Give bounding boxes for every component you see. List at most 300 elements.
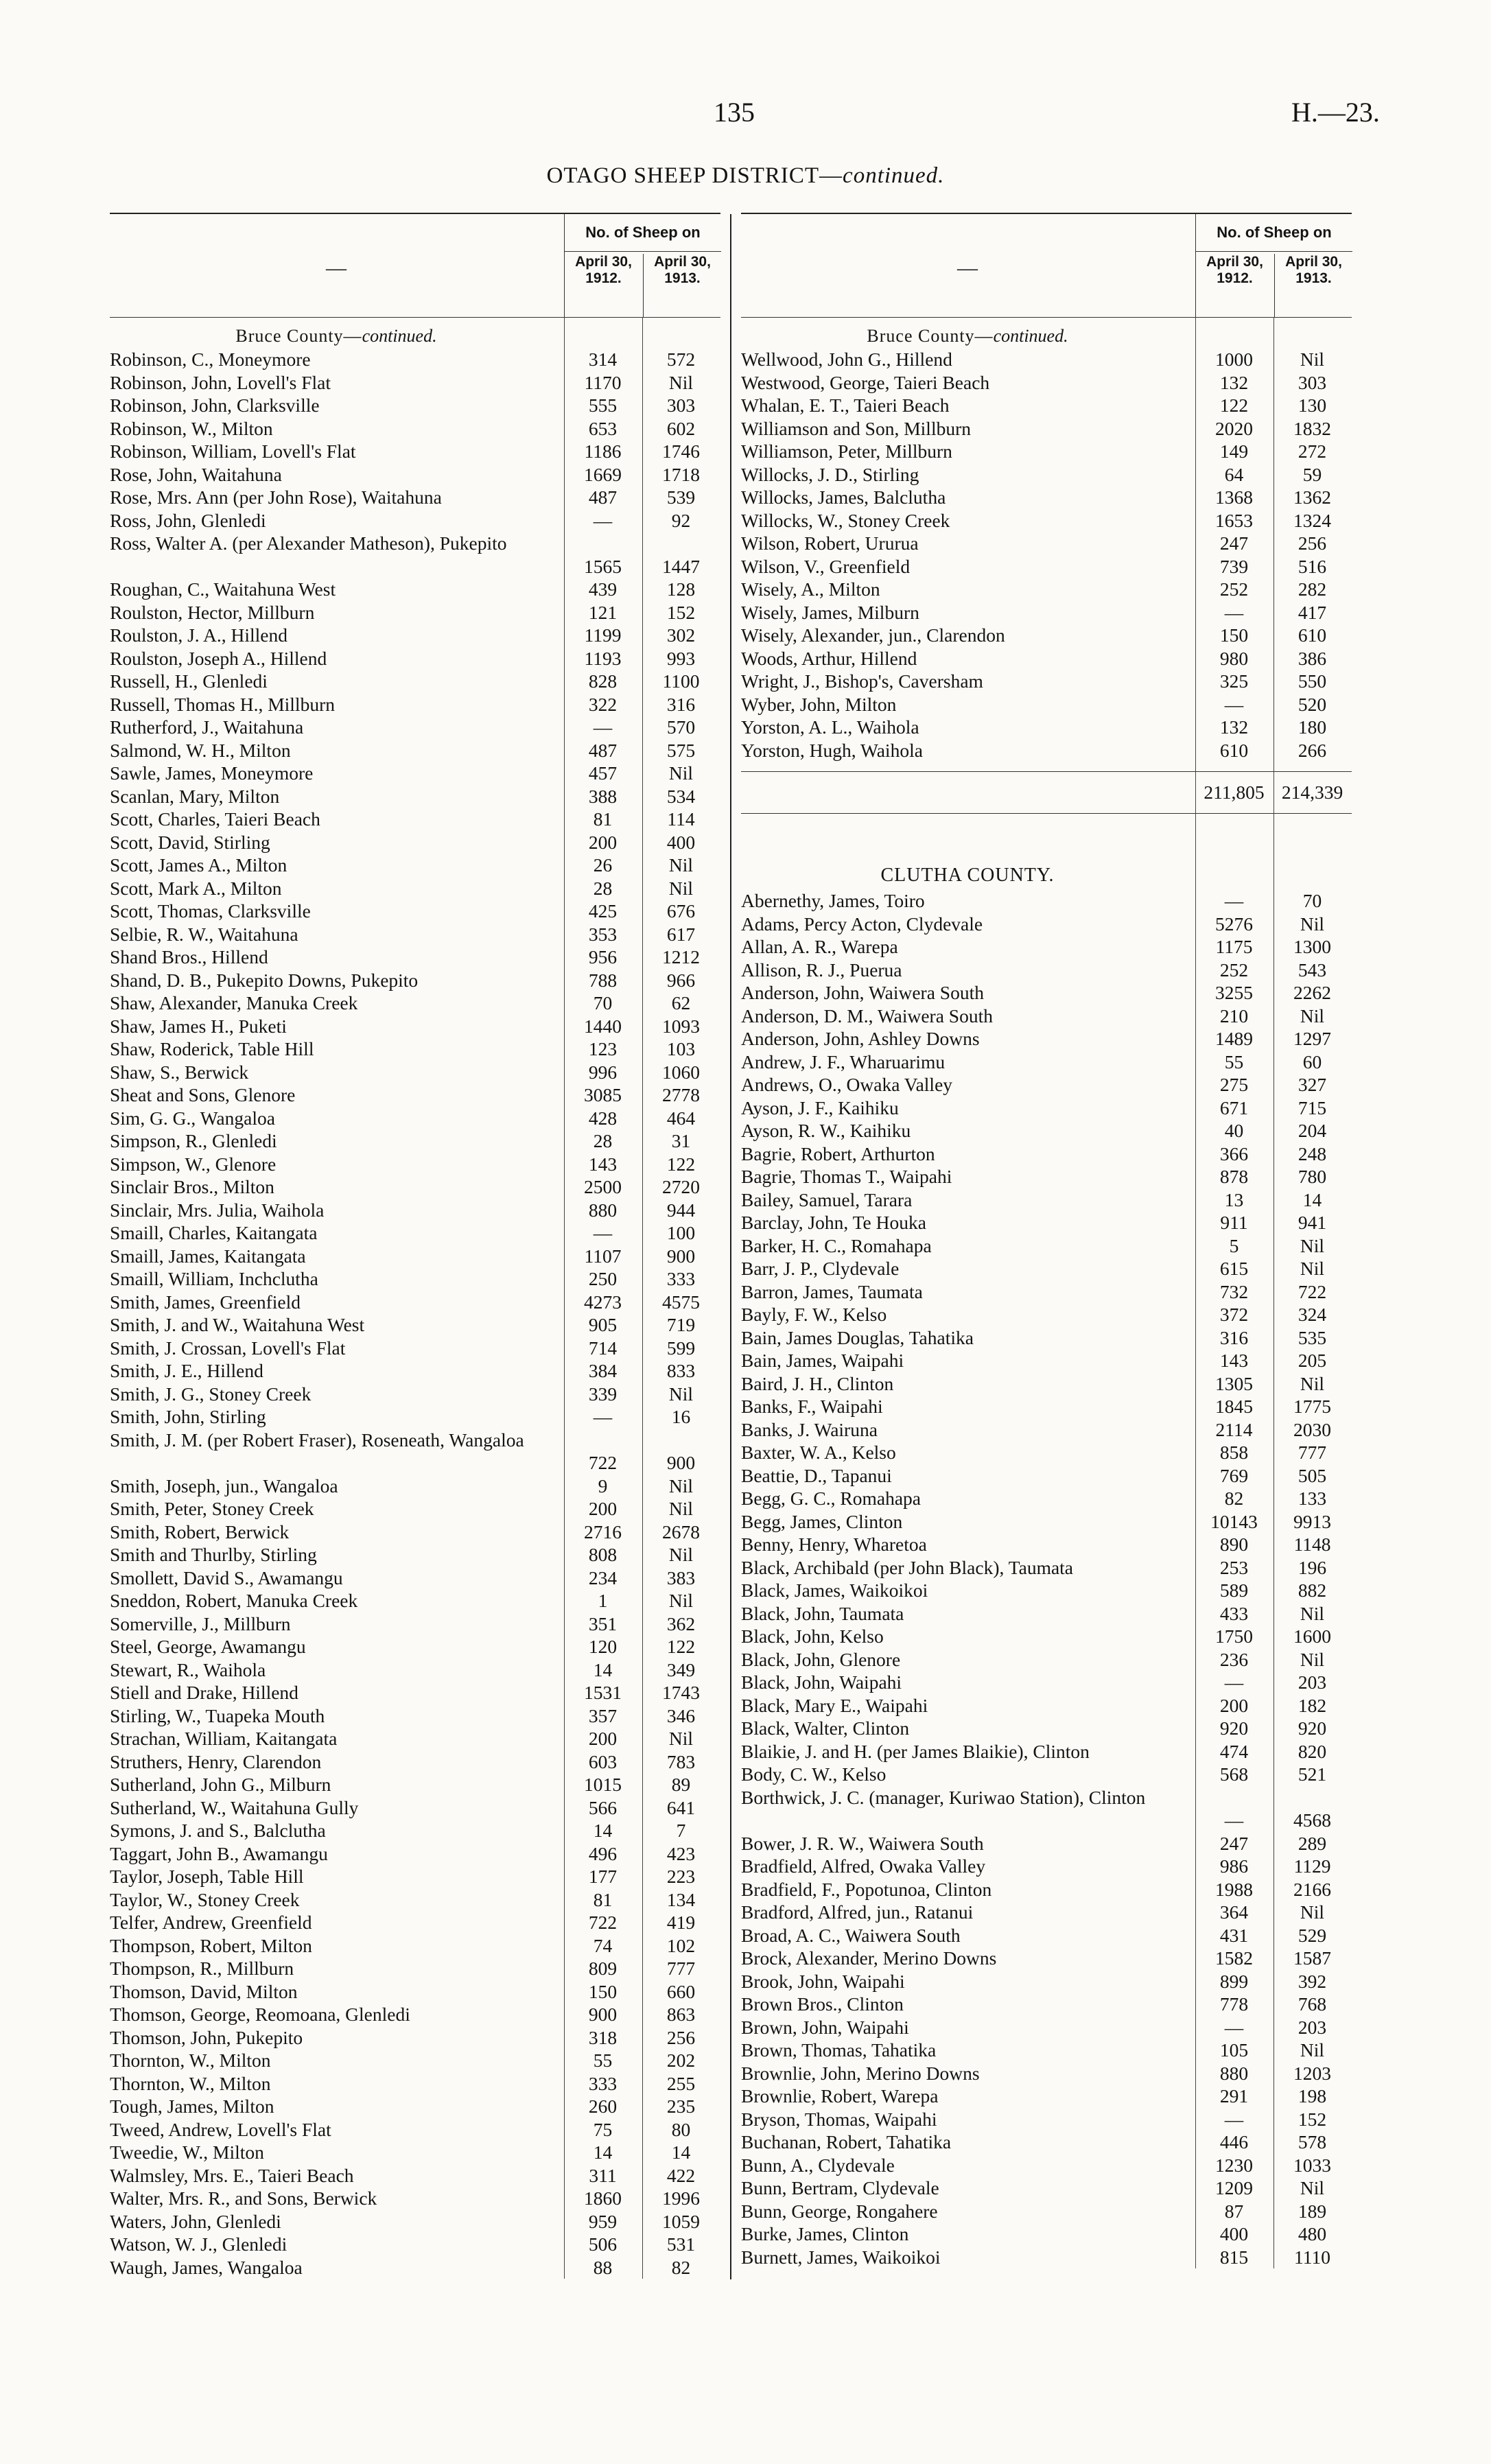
owner-name: Sutherland, John G., Milburn <box>110 1774 331 1795</box>
table-row <box>110 2187 720 2210</box>
sheep-1913: 383 <box>666 1567 696 1588</box>
table-row <box>741 2039 1352 2062</box>
table-row <box>110 1175 720 1199</box>
owner-name: Selbie, R. W., Waitahuna <box>110 923 298 945</box>
sheep-1912: 384 <box>588 1360 618 1381</box>
owner-name: Smaill, James, Kaitangata <box>110 1245 306 1267</box>
owner-name: Walmsley, Mrs. E., Taieri Beach <box>110 2164 354 2186</box>
sheep-1913: 324 <box>1298 1304 1327 1325</box>
owner-name: Steel, George, Awamangu <box>110 1636 306 1657</box>
sheep-1912: 431 <box>1219 1924 1249 1946</box>
owner-name: Smaill, William, Inchclutha <box>110 1268 318 1289</box>
total-row <box>741 771 1352 814</box>
sheep-count-label: No. of Sheep on <box>565 214 721 252</box>
sheep-1913: 182 <box>1298 1694 1327 1716</box>
sheep-1912: 1193 <box>584 647 622 669</box>
owner-name: Bailey, Samuel, Tarara <box>741 1188 913 1210</box>
section-county: Bruce County— <box>235 326 362 346</box>
sheep-1913: 392 <box>1298 1970 1327 1992</box>
table-row <box>110 900 720 923</box>
sheep-1912: 1175 <box>1215 936 1253 957</box>
owner-name: Bunn, Bertram, Clydevale <box>741 2177 939 2198</box>
sheep-1913: 256 <box>666 2026 696 2048</box>
sheep-1912: — <box>593 509 613 531</box>
sheep-1912: 858 <box>1219 1442 1249 1463</box>
sheep-1913: 70 <box>1302 890 1322 911</box>
sheep-1912: 120 <box>588 1636 618 1657</box>
owner-name: Roughan, C., Waitahuna West <box>110 578 336 600</box>
table-row <box>110 1957 720 1980</box>
table-row <box>741 889 1352 913</box>
sheep-1913: Nil <box>668 371 694 393</box>
owner-name: Sim, G. G., Wangaloa <box>110 1107 275 1129</box>
table-row <box>741 1257 1352 1280</box>
table-row <box>110 1750 720 1774</box>
sheep-1913: Nil <box>668 1544 694 1565</box>
owner-name: Taylor, W., Stoney Creek <box>110 1888 300 1910</box>
sheep-1912: 81 <box>593 808 613 830</box>
owner-name: Woods, Arthur, Hillend <box>741 647 917 669</box>
sheep-1913: 534 <box>666 785 696 807</box>
owner-name: Bower, J. R. W., Waiwera South <box>741 1832 984 1854</box>
sheep-1912: 3255 <box>1215 982 1253 1003</box>
sheep-1912: 64 <box>1224 463 1244 485</box>
owner-name: Yorston, A. L., Waihola <box>741 716 919 738</box>
year-1912-header: April 30, 1912. <box>575 254 632 286</box>
sheep-1913: 1324 <box>1293 509 1331 531</box>
owner-name: Williamson and Son, Millburn <box>741 417 971 439</box>
owner-name: Bagrie, Robert, Arthurton <box>741 1142 935 1164</box>
sheep-1913: 516 <box>1298 555 1327 577</box>
sheep-1912: 339 <box>588 1383 618 1405</box>
table-row <box>741 532 1352 555</box>
sheep-1913: Nil <box>668 1383 694 1405</box>
sheep-1913: Nil <box>1300 1372 1325 1394</box>
owner-name: Tweedie, W., Milton <box>110 2142 264 2163</box>
sheep-1912: 615 <box>1219 1258 1249 1279</box>
sheep-1913: 14 <box>671 2142 691 2163</box>
table-row <box>110 2095 720 2118</box>
table-row <box>741 1027 1352 1051</box>
owner-name: Bunn, George, Rongahere <box>741 2200 938 2222</box>
sheep-1912: 3085 <box>584 1084 622 1105</box>
owner-name: Smith, J. G., Stoney Creek <box>110 1383 312 1405</box>
sheep-1913: 575 <box>666 739 696 761</box>
owner-name: Strachan, William, Kaitangata <box>110 1728 338 1749</box>
sheep-1913: 1148 <box>1293 1534 1331 1555</box>
right-table-header <box>741 213 1352 318</box>
sheep-1912: 878 <box>1219 1166 1249 1187</box>
owner-name: Brown, John, Waipahi <box>741 2016 909 2038</box>
year-1913-header: April 30, 1913. <box>643 254 721 317</box>
sheep-count-label: No. of Sheep on <box>1196 214 1352 252</box>
table-row <box>741 1096 1352 1120</box>
sheep-count-header <box>564 214 721 317</box>
sheep-1912: 1 <box>598 1590 608 1611</box>
sheep-1912: 496 <box>588 1842 618 1864</box>
owner-name: Begg, G. C., Romahapa <box>741 1488 921 1509</box>
table-row <box>110 463 720 486</box>
sheep-1913: 62 <box>671 992 691 1013</box>
sheep-1912: 132 <box>1219 716 1249 738</box>
table-row <box>741 1349 1352 1372</box>
owner-name: Scott, Mark A., Milton <box>110 877 282 899</box>
sheep-1912: 366 <box>1219 1142 1249 1164</box>
sheep-1913: Nil <box>1300 1005 1325 1026</box>
table-row <box>741 1395 1352 1418</box>
sheep-1913: 152 <box>1298 2108 1327 2130</box>
owner-name: Robinson, John, Lovell's Flat <box>110 371 331 393</box>
sheep-1913: 16 <box>671 1406 691 1427</box>
table-row <box>110 1934 720 1958</box>
table-row <box>110 2072 720 2096</box>
owner-name: Black, Mary E., Waipahi <box>741 1694 928 1716</box>
table-row <box>110 785 720 808</box>
sheep-1913: 272 <box>1298 441 1327 462</box>
sheep-1912: 2114 <box>1215 1418 1253 1440</box>
sheep-1913: 610 <box>1298 624 1327 646</box>
table-row <box>741 1855 1352 1878</box>
sheep-1912: 26 <box>593 854 613 876</box>
sheep-1912: 291 <box>1219 2085 1249 2107</box>
left-column <box>110 213 720 2279</box>
owner-name: Thompson, R., Millburn <box>110 1958 294 1979</box>
sheep-1912: 74 <box>593 1934 613 1956</box>
sheep-1913: 505 <box>1298 1464 1327 1486</box>
table-row <box>110 716 720 739</box>
owner-name: Shand Bros., Hillend <box>110 946 268 967</box>
sheep-1913: Nil <box>1300 2039 1325 2061</box>
sheep-1913: Nil <box>668 1728 694 1749</box>
owner-name: Thomson, George, Reomoana, Glenledi <box>110 2004 410 2025</box>
table-row <box>741 509 1352 532</box>
sheep-1913: 422 <box>666 2164 696 2186</box>
sheep-1913: 80 <box>671 2118 691 2140</box>
sheep-1913: 282 <box>1298 578 1327 600</box>
sheep-1912: 446 <box>1219 2131 1249 2152</box>
owner-name: Sinclair Bros., Milton <box>110 1176 274 1197</box>
table-row <box>741 1901 1352 1924</box>
sheep-1912: 88 <box>593 2256 613 2278</box>
owner-name: Roulston, Joseph A., Hillend <box>110 647 327 669</box>
sheep-1912: 1531 <box>584 1682 622 1703</box>
sheep-1913: 204 <box>1298 1120 1327 1141</box>
owner-name: Burnett, James, Waikoikoi <box>741 2246 941 2268</box>
owner-name: Robinson, William, Lovell's Flat <box>110 441 356 462</box>
bruce-rows <box>110 348 720 2279</box>
sheep-1912: 568 <box>1219 1763 1249 1785</box>
sheep-1913: 993 <box>666 647 696 669</box>
table-row <box>741 693 1352 716</box>
sheep-1913: 122 <box>666 1636 696 1657</box>
sheep-1913: 198 <box>1298 2085 1327 2107</box>
owner-name: Scott, Thomas, Clarksville <box>110 900 311 922</box>
owner-name: Simpson, W., Glenore <box>110 1153 277 1175</box>
owner-name: Robinson, John, Clarksville <box>110 395 320 416</box>
sheep-1912: 1199 <box>584 624 622 646</box>
table-row <box>110 348 720 371</box>
sheep-1912: 333 <box>588 2072 618 2094</box>
owner-name: Stewart, R., Waihola <box>110 1658 266 1680</box>
sheep-1912: 121 <box>588 601 618 623</box>
sheep-1913: Nil <box>668 762 694 784</box>
owner-name: Smith, J. E., Hillend <box>110 1360 263 1381</box>
table-row <box>110 1773 720 1796</box>
sheep-1913: 676 <box>666 900 696 922</box>
sheep-1912: 603 <box>588 1750 618 1772</box>
owner-name: Shaw, Roderick, Table Hill <box>110 1038 314 1059</box>
sheep-1913: 722 <box>1298 1280 1327 1302</box>
sheep-1913: 1033 <box>1293 2154 1331 2176</box>
table-row <box>110 1681 720 1704</box>
table-row <box>110 2003 720 2026</box>
table-row <box>110 1061 720 1084</box>
sheep-1913: 882 <box>1298 1580 1327 1601</box>
sheep-1912: 14 <box>593 1820 613 1841</box>
owner-name: Sawle, James, Moneymore <box>110 762 314 784</box>
owner-name: Bain, James, Waipahi <box>741 1350 904 1371</box>
table-row <box>110 1383 720 1406</box>
section-heading <box>741 318 1194 348</box>
sheep-1912: 9 <box>598 1475 608 1497</box>
sheep-1913: 7 <box>676 1820 686 1841</box>
owner-name: Bryson, Thomas, Waipahi <box>741 2108 937 2130</box>
table-row <box>110 1842 720 1866</box>
table-row <box>741 1073 1352 1096</box>
table-row <box>110 532 720 578</box>
table-row <box>741 1832 1352 1855</box>
table-row <box>741 1165 1352 1188</box>
sheep-1912: 566 <box>588 1796 618 1818</box>
table-row <box>110 946 720 969</box>
sheep-1912: 250 <box>588 1268 618 1289</box>
sheep-1913: 386 <box>1298 647 1327 669</box>
owner-name: Scott, James A., Milton <box>110 854 287 876</box>
sheep-1913: Nil <box>1300 349 1325 370</box>
section-continued: continued. <box>362 326 437 346</box>
owner-name: Taggart, John B., Awamangu <box>110 1842 328 1864</box>
sheep-1913: 235 <box>666 2096 696 2117</box>
table-row <box>110 1429 720 1475</box>
owner-name: Sinclair, Mrs. Julia, Waihola <box>110 1199 325 1221</box>
table-row <box>741 1786 1352 1832</box>
sheep-1913: 203 <box>1298 1671 1327 1693</box>
owner-name: Borthwick, J. C. (manager, Kuriwao Station), Clinton <box>741 1786 1146 1808</box>
sheep-1912: 55 <box>1224 1051 1244 1072</box>
owner-name: Taylor, Joseph, Table Hill <box>110 1866 304 1887</box>
sheep-1913: 423 <box>666 1842 696 1864</box>
table-row <box>110 670 720 693</box>
sheep-1912: 986 <box>1219 1855 1249 1877</box>
sheep-1913: Nil <box>1300 2177 1325 2198</box>
sheep-1913: 205 <box>1298 1350 1327 1371</box>
owner-name: Thompson, Robert, Milton <box>110 1934 312 1956</box>
owner-name: Wright, J., Bishop's, Caversham <box>741 670 983 692</box>
sheep-1913: 14 <box>1302 1188 1322 1210</box>
sheep-1913: 777 <box>1298 1442 1327 1463</box>
owner-name: Barker, H. C., Romahapa <box>741 1234 932 1256</box>
sheep-1912: 28 <box>593 1130 613 1151</box>
owner-name: Waters, John, Glenledi <box>110 2210 281 2232</box>
sheep-1912: 122 <box>1219 395 1249 416</box>
sheep-1912: — <box>1224 1809 1244 1831</box>
sheep-1913: 464 <box>666 1107 696 1129</box>
sheep-1912: 920 <box>1219 1717 1249 1739</box>
owner-name: Robinson, C., Moneymore <box>110 349 311 370</box>
sheep-1912: 149 <box>1219 441 1249 462</box>
sheep-1913: 419 <box>666 1912 696 1933</box>
sheep-1913: 1775 <box>1293 1396 1331 1417</box>
table-row <box>110 854 720 877</box>
sheep-1912: 2020 <box>1215 417 1253 439</box>
right-table-body <box>741 318 1352 2268</box>
sheep-1912: 1230 <box>1215 2154 1253 2176</box>
table-row <box>741 1211 1352 1234</box>
section-heading <box>110 318 563 348</box>
owner-name: Struthers, Henry, Clarendon <box>110 1750 322 1772</box>
table-row <box>110 877 720 900</box>
sheep-1912: 316 <box>1219 1326 1249 1348</box>
table-row <box>741 1464 1352 1488</box>
sheep-1913: 1060 <box>662 1061 700 1083</box>
sheep-1913: 349 <box>666 1658 696 1680</box>
title-continued: continued. <box>843 163 945 188</box>
sheep-1912: 2500 <box>584 1176 622 1197</box>
sheep-1912: 14 <box>593 2142 613 2163</box>
owner-name: Smith, John, Stirling <box>110 1406 266 1427</box>
sheep-1912: 809 <box>588 1958 618 1979</box>
sheep-1913: 417 <box>1298 601 1327 623</box>
sheep-1912: 247 <box>1219 1832 1249 1854</box>
owner-name: Body, C. W., Kelso <box>741 1763 887 1785</box>
table-row <box>110 1107 720 1130</box>
sheep-1913: 1300 <box>1293 936 1331 957</box>
table-row <box>741 1947 1352 1970</box>
sheep-1913: 223 <box>666 1866 696 1887</box>
table-row <box>741 716 1352 739</box>
table-row <box>110 923 720 946</box>
table-row <box>110 2256 720 2279</box>
sheep-1913: 768 <box>1298 1993 1327 2015</box>
owner-name: Smith, Robert, Berwick <box>110 1521 290 1542</box>
sheep-1912: 828 <box>588 670 618 692</box>
table-row <box>110 1475 720 1498</box>
table-row <box>110 417 720 441</box>
table-row <box>741 601 1352 624</box>
page-title <box>0 163 1491 189</box>
owner-name: Brown, Thomas, Tahatika <box>741 2039 937 2061</box>
sheep-1912: 132 <box>1219 371 1249 393</box>
sheep-1913: 777 <box>666 1958 696 1979</box>
sheep-1912: 1107 <box>584 1245 622 1267</box>
table-row <box>110 394 720 417</box>
owner-name: Bradfield, F., Popotunoa, Clinton <box>741 1878 992 1900</box>
sheep-1913: 130 <box>1298 395 1327 416</box>
table-row <box>110 1245 720 1268</box>
sheep-1913: Nil <box>1300 1234 1325 1256</box>
sheep-1912: 234 <box>588 1567 618 1588</box>
sheep-1913: 780 <box>1298 1166 1327 1187</box>
header-dash: — <box>957 257 978 279</box>
owner-name: Wisely, Alexander, jun., Clarendon <box>741 624 1005 646</box>
table-row <box>741 670 1352 693</box>
table-row <box>110 1015 720 1038</box>
table-row <box>110 808 720 831</box>
sheep-1912: 722 <box>588 1912 618 1933</box>
table-row <box>741 555 1352 578</box>
owner-name: Smith, J. and W., Waitahuna West <box>110 1314 365 1335</box>
owner-name: Bayly, F. W., Kelso <box>741 1304 887 1325</box>
sheep-1912: 357 <box>588 1704 618 1726</box>
sheep-1913: 941 <box>1298 1212 1327 1233</box>
sheep-1913: 122 <box>666 1153 696 1175</box>
table-row <box>110 1635 720 1658</box>
table-row <box>741 417 1352 441</box>
owner-name: Barclay, John, Te Houka <box>741 1212 926 1233</box>
table-row <box>741 959 1352 982</box>
table-row <box>741 371 1352 395</box>
owner-name: Roulston, J. A., Hillend <box>110 624 287 646</box>
owner-name: Stiell and Drake, Hillend <box>110 1682 298 1703</box>
table-row <box>741 1602 1352 1626</box>
total-1913: 214,339 <box>1281 782 1343 803</box>
sheep-1913: 531 <box>666 2233 696 2255</box>
right-column <box>741 213 1352 2268</box>
sheep-1912: 4273 <box>584 1291 622 1313</box>
sheep-1912: 1000 <box>1215 349 1253 370</box>
table-row <box>741 2062 1352 2085</box>
table-row <box>110 1083 720 1107</box>
sheep-1913: 2262 <box>1293 982 1331 1003</box>
sheep-1913: 31 <box>671 1130 691 1151</box>
sheep-1913: 102 <box>666 1934 696 1956</box>
table-row <box>110 1221 720 1245</box>
table-row <box>110 1658 720 1682</box>
owner-name: Walter, Mrs. R., and Sons, Berwick <box>110 2187 377 2209</box>
table-row <box>741 1280 1352 1304</box>
owner-name: Willocks, W., Stoney Creek <box>741 509 950 531</box>
sheep-1912: 1489 <box>1215 1028 1253 1049</box>
sheep-1912: 200 <box>588 831 618 853</box>
sheep-1912: — <box>593 1406 613 1427</box>
owner-name: Ross, Walter A. (per Alexander Matheson), Pukepito <box>110 532 507 554</box>
table-row <box>110 624 720 647</box>
sheep-1912: 322 <box>588 693 618 715</box>
sheep-1913: 660 <box>666 1980 696 2002</box>
sheep-1912: 143 <box>588 1153 618 1175</box>
sheep-1912: 1440 <box>584 1015 622 1037</box>
sheep-1913: 362 <box>666 1612 696 1634</box>
sheep-1913: 333 <box>666 1268 696 1289</box>
sheep-1913: 4575 <box>662 1291 700 1313</box>
table-row <box>110 1543 720 1567</box>
sheep-1912: 70 <box>593 992 613 1013</box>
sheep-1913: Nil <box>668 1590 694 1611</box>
owner-name: Stirling, W., Tuapeka Mouth <box>110 1704 325 1726</box>
table-row <box>741 1556 1352 1580</box>
sheep-1912: 433 <box>1219 1602 1249 1624</box>
sheep-1913: 327 <box>1298 1074 1327 1095</box>
table-row <box>110 2118 720 2142</box>
sheep-1912: — <box>593 1222 613 1243</box>
table-row <box>110 2026 720 2050</box>
table-row <box>110 1129 720 1153</box>
table-row <box>110 1911 720 1934</box>
sheep-1912: 457 <box>588 762 618 784</box>
sheep-1912: 14 <box>593 1658 613 1680</box>
table-row <box>741 2200 1352 2223</box>
sheep-1913: 303 <box>666 395 696 416</box>
